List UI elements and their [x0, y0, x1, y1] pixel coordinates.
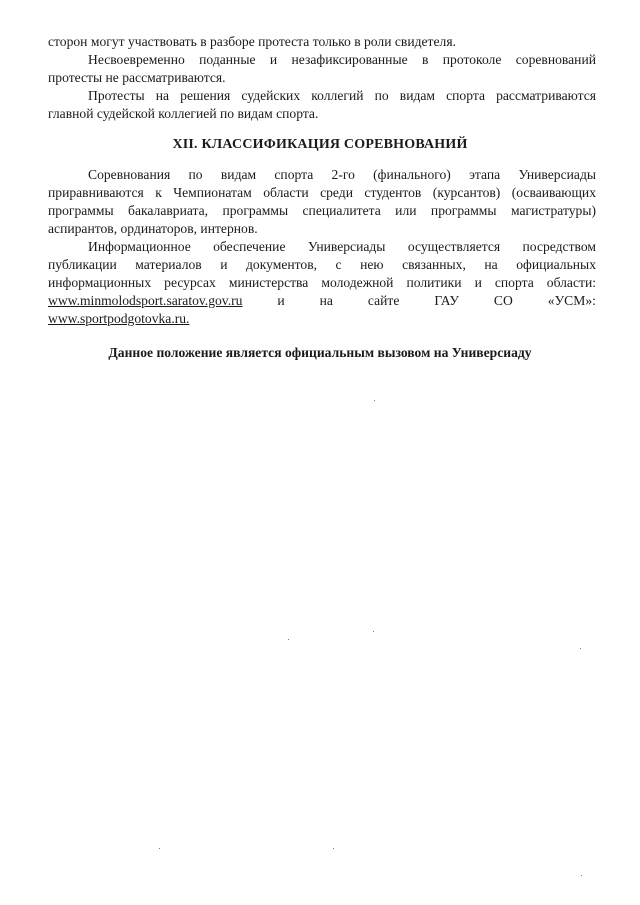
scan-speck [580, 648, 581, 649]
text-word: «УСМ»: [547, 293, 596, 308]
text-word: и [277, 293, 285, 308]
text-line: главной судейской коллегией по видам спорта. [48, 106, 319, 121]
text-line: сторон могут участвовать в разборе протеста только в роли свидетеля. [48, 34, 456, 49]
url-line [48, 293, 596, 309]
paragraph-line: публикации материалов и документов, с нею связанных, на официальных [48, 257, 596, 272]
section-heading: XII. КЛАССИФИКАЦИЯ СОРЕВНОВАНИЙ [172, 137, 468, 152]
text-line: протесты не рассматриваются. [48, 70, 226, 85]
paragraph-line: программы бакалавриата, программы специалитета или программы магистратуры) [48, 203, 596, 218]
url-line-2 [48, 311, 596, 327]
text-line: Протесты на решения судейских коллегий по видам спорта рассматриваются [88, 88, 596, 103]
scan-speck [374, 400, 375, 401]
closing-statement: Данное положение является официальным вызовом на Универсиаду [108, 345, 532, 360]
ministry-website-link[interactable]: www.minmolodsport.saratov.gov.ru [48, 293, 243, 308]
text-word: сайте [367, 293, 400, 308]
sportpodgotovka-website-link[interactable]: www.sportpodgotovka.ru. [48, 311, 190, 326]
text-line: Несвоевременно поданные и незафиксированные в протоколе соревнований [88, 52, 596, 67]
paragraph-line: Информационное обеспечение Универсиады осуществляется посредством [88, 239, 596, 254]
text-word: на [319, 293, 333, 308]
scan-speck [159, 848, 160, 849]
scan-speck [333, 848, 334, 849]
paragraph-line: информационных ресурсах министерства молодежной политики и спорта области: [48, 275, 596, 290]
scan-speck [373, 631, 374, 632]
paragraph-line: приравниваются к Чемпионатам области среди студентов (курсантов) (осваивающих [48, 185, 596, 200]
scan-speck [581, 875, 582, 876]
scan-speck [288, 639, 289, 640]
text-word: ГАУ [434, 293, 459, 308]
paragraph-line: аспирантов, ординаторов, интернов. [48, 221, 258, 236]
text-word: СО [493, 293, 513, 308]
paragraph-line: Соревнования по видам спорта 2-го (финального) этапа Универсиады [88, 167, 596, 182]
